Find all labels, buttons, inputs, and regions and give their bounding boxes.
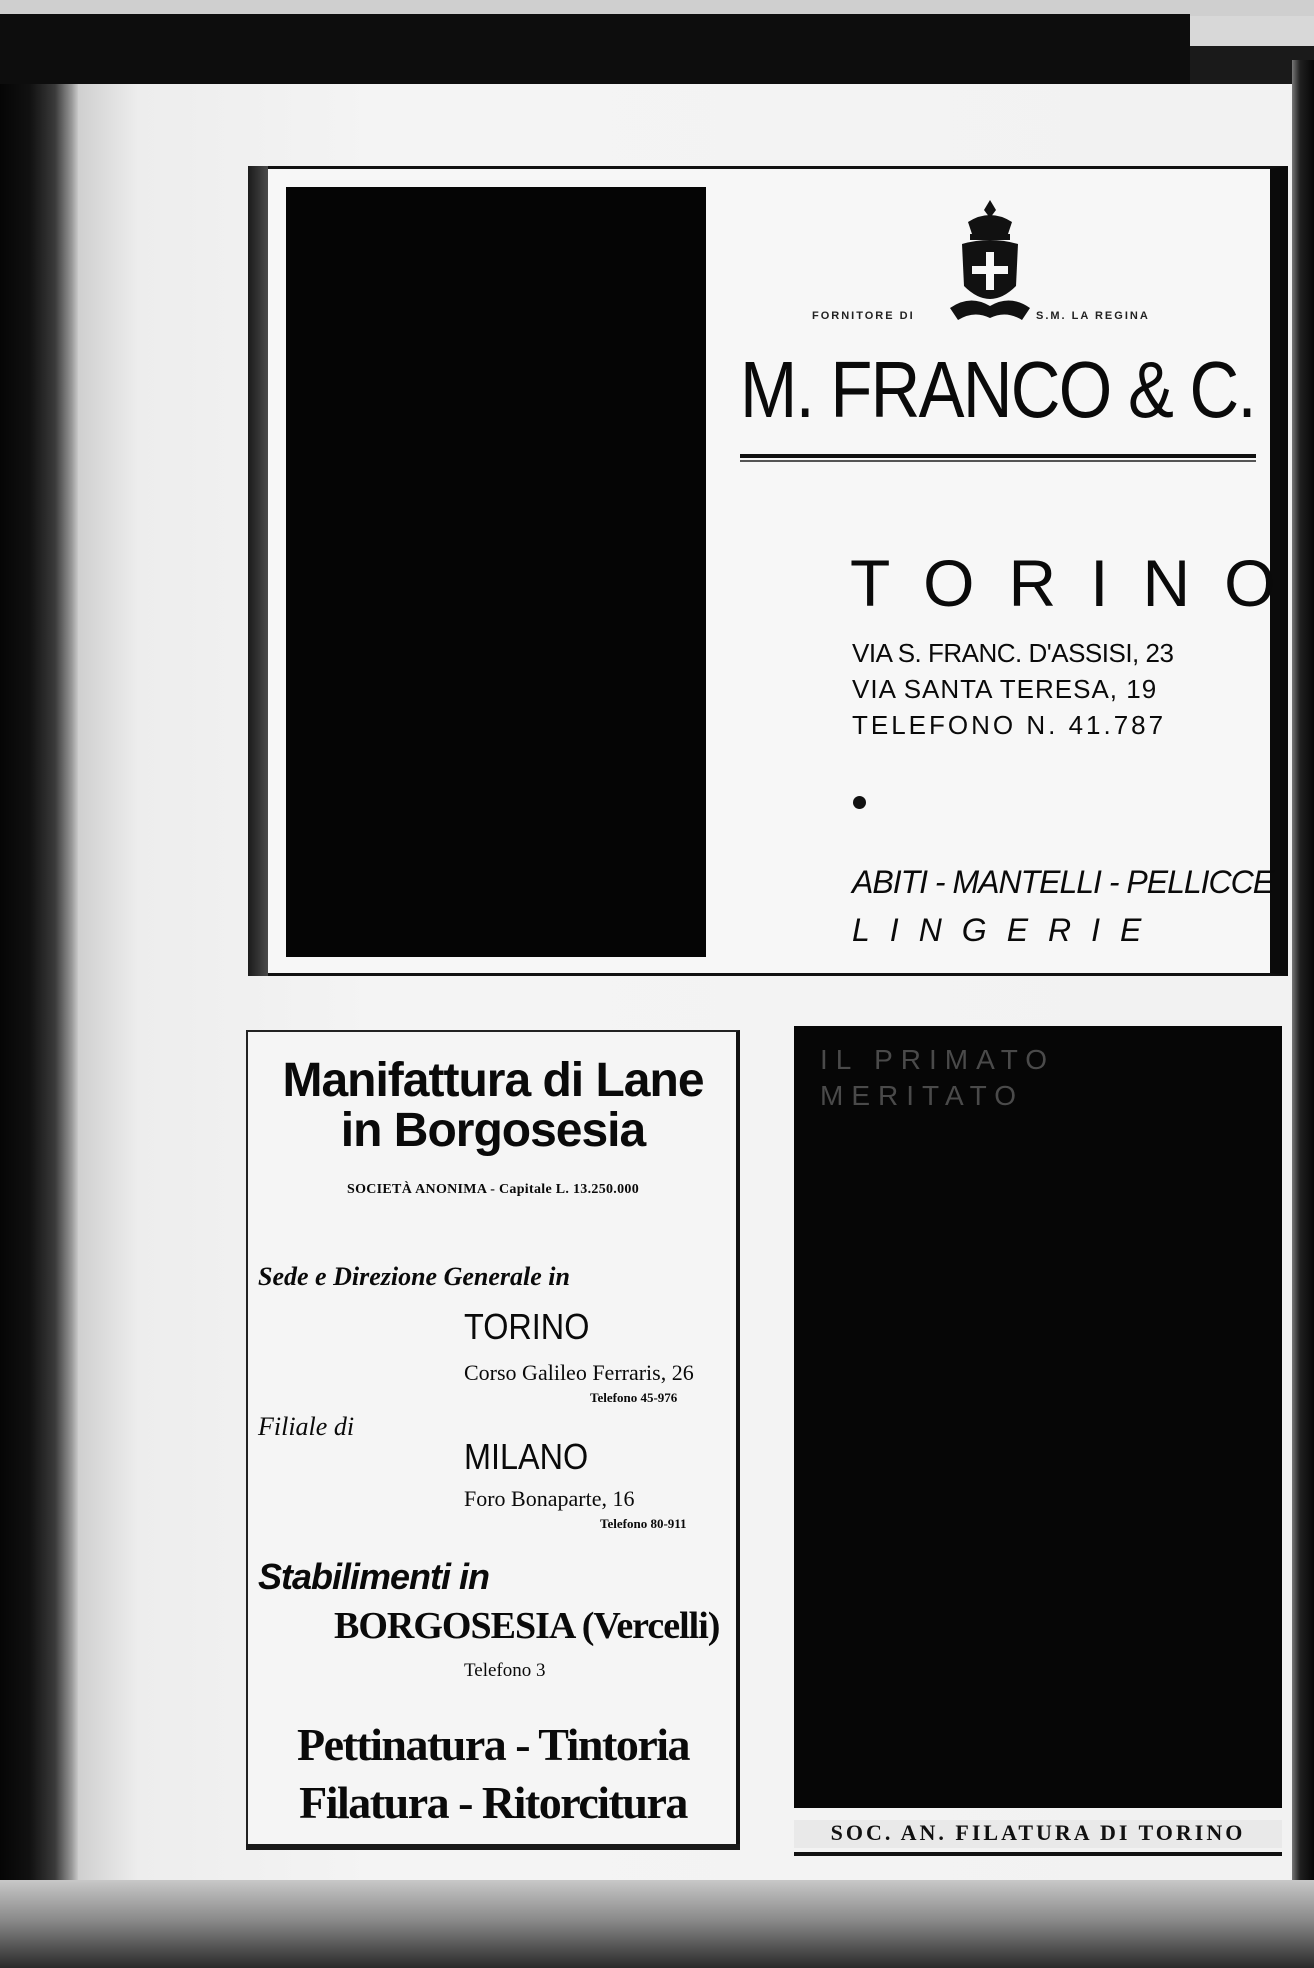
phone-line: TELEFONO N. 41.787 <box>852 710 1167 740</box>
services-line-2: Filatura - Ritorcitura <box>299 1777 687 1828</box>
wool-ad-title-line-2: in Borgosesia <box>340 1104 646 1158</box>
hq-address: Corso Galileo Ferraris, 26 <box>464 1360 694 1385</box>
goods-lingerie: LINGERIE <box>852 912 1162 948</box>
purveyor-queen-label: S.M. LA REGINA <box>1036 310 1150 322</box>
plants-city: BORGOSESIA (Vercelli) <box>334 1605 720 1647</box>
spinning-ad-footer: SOC. AN. FILATURA DI TORINO <box>830 1820 1246 1845</box>
plants-phone: Telefono 3 <box>464 1660 546 1681</box>
wool-ad-title <box>246 1056 740 1157</box>
spinning-ad-headline-1: IL PRIMATO <box>820 1044 1056 1075</box>
wool-ad-title-line-1: Manifattura di Lane <box>282 1054 704 1107</box>
hq-phone: Telefono 45-976 <box>590 1390 678 1405</box>
scan-right-border <box>1292 60 1314 1968</box>
address-line-2: VIA SANTA TERESA, 19 <box>852 674 1158 704</box>
hq-city: TORINO <box>464 1306 590 1347</box>
scan-bottom-border <box>0 1880 1314 1968</box>
franco-ad-photo <box>286 187 706 957</box>
scan-top-border <box>0 14 1190 84</box>
services-line-1: Pettinatura - Tintoria <box>296 1719 690 1770</box>
spinning-mill-advertisement <box>794 1026 1282 1808</box>
bullet-icon <box>853 796 866 809</box>
spinning-ad-bottom-rule <box>794 1852 1282 1856</box>
branch-label: Filiale di <box>258 1412 355 1441</box>
firm-divider-thin <box>740 460 1256 462</box>
franco-ad-left-strip <box>248 166 268 976</box>
goods-list: ABITI - MANTELLI - PELLICCE <box>852 864 1274 900</box>
spinning-ad-headline-2: MERITATO <box>820 1080 1024 1111</box>
royal-crest-icon <box>950 200 1030 322</box>
firm-divider <box>740 454 1256 458</box>
branch-phone: Telefono 80-911 <box>600 1516 687 1531</box>
plants-label: Stabilimenti in <box>258 1556 490 1597</box>
branch-address: Foro Bonaparte, 16 <box>464 1486 635 1511</box>
wool-ad-subtitle: SOCIETÀ ANONIMA - Capitale L. 13.250.000 <box>346 1182 640 1197</box>
city-name: TORINO <box>850 546 1310 620</box>
wool-ad-bottom-border <box>246 1844 740 1850</box>
hq-label: Sede e Direzione Generale in <box>258 1262 570 1291</box>
firm-name: M. FRANCO & C. <box>740 345 1255 434</box>
scan-left-border <box>0 84 78 1968</box>
address-line-1: VIA S. FRANC. D'ASSISI, 23 <box>852 638 1174 668</box>
branch-city: MILANO <box>464 1436 589 1477</box>
purveyor-label: FORNITORE DI <box>812 310 915 322</box>
